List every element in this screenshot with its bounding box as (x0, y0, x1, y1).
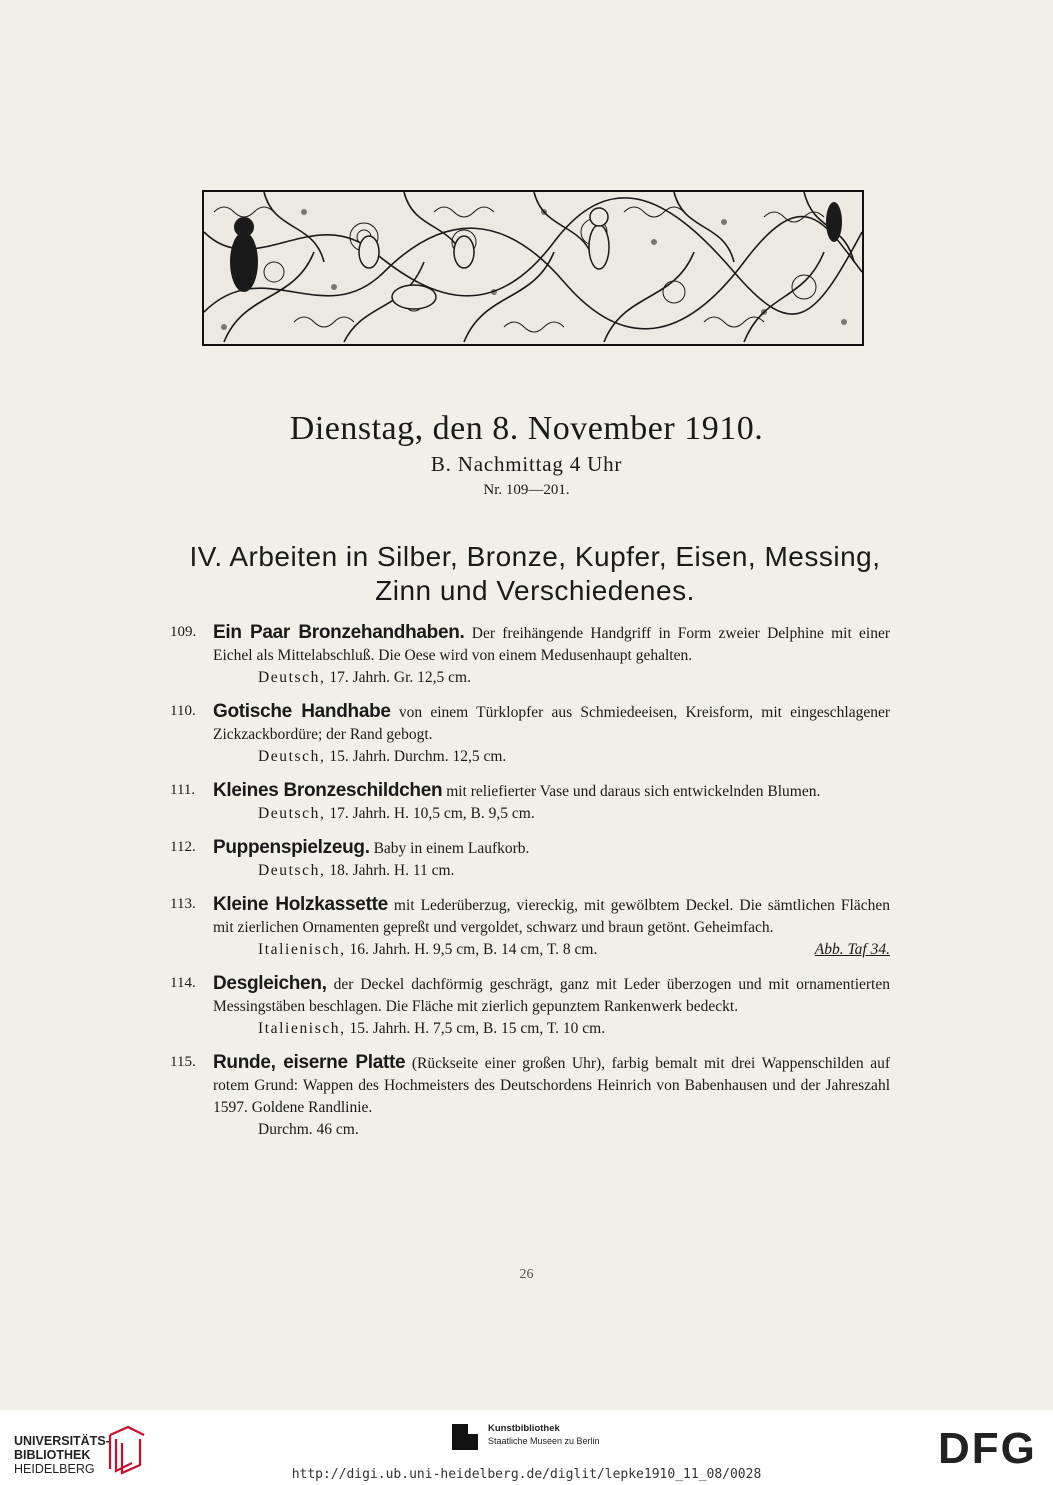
lot-entry (0, 894, 1053, 961)
lot-entry (0, 973, 1053, 1040)
dfg-logo: DFG (938, 1424, 1037, 1473)
plate-reference: Abb. Taf 34. (814, 941, 890, 958)
woodcut-ornament-banner (202, 190, 864, 346)
lot-text: mit Lederüberzug, viereckig, mit gewölbtem Deckel. Die sämtlichen Flächen mit zierlichen Ornamenten gepreßt und vergoldet, schwarz und braun getönt. Geheimfach. (213, 897, 890, 936)
digitization-footer (0, 1410, 1053, 1485)
section-heading (150, 540, 920, 608)
lot-origin: Italienisch, 15. Jahrh. H. 7,5 cm, B. 15 cm, T. 10 cm. (258, 1020, 606, 1037)
lot-description (213, 894, 890, 939)
lot-origin: Deutsch, 17. Jahrh. H. 10,5 cm, B. 9,5 cm. (258, 805, 535, 822)
lot-description (213, 780, 890, 803)
lot-text: der Deckel dachförmig geschrägt, ganz mit Leder überzogen und mit ornamentierten Messingstäben beschlagen. Die Fläche mit zierlich gepunztem Rankenwerk bedeckt. (213, 976, 890, 1015)
lot-number: 114. (170, 975, 196, 991)
lot-text: Baby in einem Laufkorb. (369, 840, 530, 857)
ornament-illustration (204, 192, 862, 344)
lot-origin: Italienisch, 16. Jahrh. H. 9,5 cm, B. 14 cm, T. 8 cm. Abb. Taf 34. (258, 939, 890, 961)
lot-heading: Kleines Bronzeschildchen (213, 780, 443, 801)
auction-time: B. Nachmittag 4 Uhr (430, 452, 623, 476)
lot-description (213, 701, 890, 746)
lot-entry (0, 780, 1053, 825)
lot-range: Nr. 109—201. (483, 482, 570, 498)
lot-entry (0, 701, 1053, 768)
auction-date: Dienstag, den 8. November 1910. (289, 410, 764, 447)
lot-heading: Runde, eiserne Platte (213, 1052, 406, 1073)
lot-description (213, 622, 890, 667)
lot-origin: Deutsch, 18. Jahrh. H. 11 cm. (258, 862, 455, 879)
kunstbibliothek-logo-icon (450, 1422, 480, 1452)
lot-heading: Gotische Handhabe (213, 701, 391, 722)
lot-entry (0, 837, 1053, 882)
lot-number: 111. (170, 782, 196, 798)
lot-text: (Rückseite einer großen Uhr), farbig bemalt mit drei Wappenschilden auf rotem Grund: Wappen des Hochmeisters des Deutschordens Heinrich von Babenhausen und der Jahreszahl 1597. Goldene Randlinie. (213, 1055, 890, 1116)
lot-description (213, 1052, 890, 1119)
lot-heading: Kleine Holzkassette (213, 894, 388, 915)
lot-entry (0, 1052, 1053, 1141)
source-url[interactable]: http://digi.ub.uni-heidelberg.de/diglit/lepke1910_11_08/0028 (291, 1467, 762, 1482)
lot-list (0, 622, 1053, 1153)
lot-origin: Deutsch, 15. Jahrh. Durchm. 12,5 cm. (258, 748, 507, 765)
page-number: 26 (519, 1267, 534, 1282)
lot-description (213, 973, 890, 1018)
lot-description (213, 837, 890, 860)
section-heading-line1: IV. Arbeiten in Silber, Bronze, Kupfer, Eisen, Messing, (189, 541, 881, 572)
lot-origin: Deutsch, 17. Jahrh. Gr. 12,5 cm. (258, 669, 471, 686)
lot-entry (0, 622, 1053, 689)
lot-number: 115. (170, 1054, 196, 1070)
lot-heading: Desgleichen, (213, 973, 327, 994)
lot-number: 109. (170, 624, 197, 640)
lot-heading: Puppenspielzeug. (213, 837, 370, 858)
lot-number: 112. (170, 839, 196, 855)
section-heading-line2: Zinn und Verschiedenes. (375, 575, 695, 606)
lot-origin: Durchm. 46 cm. (258, 1121, 359, 1138)
university-library-name: UNIVERSITÄTS- BIBLIOTHEK HEIDELBERG (14, 1434, 110, 1476)
lot-text: von einem Türklopfer aus Schmiedeeisen, Kreisform, mit eingeschlagener Zickzackbordüre; der Rand gebogt. (213, 704, 890, 743)
lot-number: 113. (170, 896, 196, 912)
lot-text: mit reliefierter Vase und daraus sich entwickelnden Blumen. (442, 783, 821, 800)
lot-heading: Ein Paar Bronzehandhaben. (213, 622, 465, 643)
lot-text: Der freihängende Handgriff in Form zweier Delphine mit einer Eichel als Mittelabschluß. Die Oese wird von einem Medusenhaupt gehalten. (213, 625, 891, 664)
lot-number: 110. (170, 703, 196, 719)
kunstbibliothek-label: Kunstbibliothek Staatliche Museen zu Berlin (488, 1423, 600, 1446)
